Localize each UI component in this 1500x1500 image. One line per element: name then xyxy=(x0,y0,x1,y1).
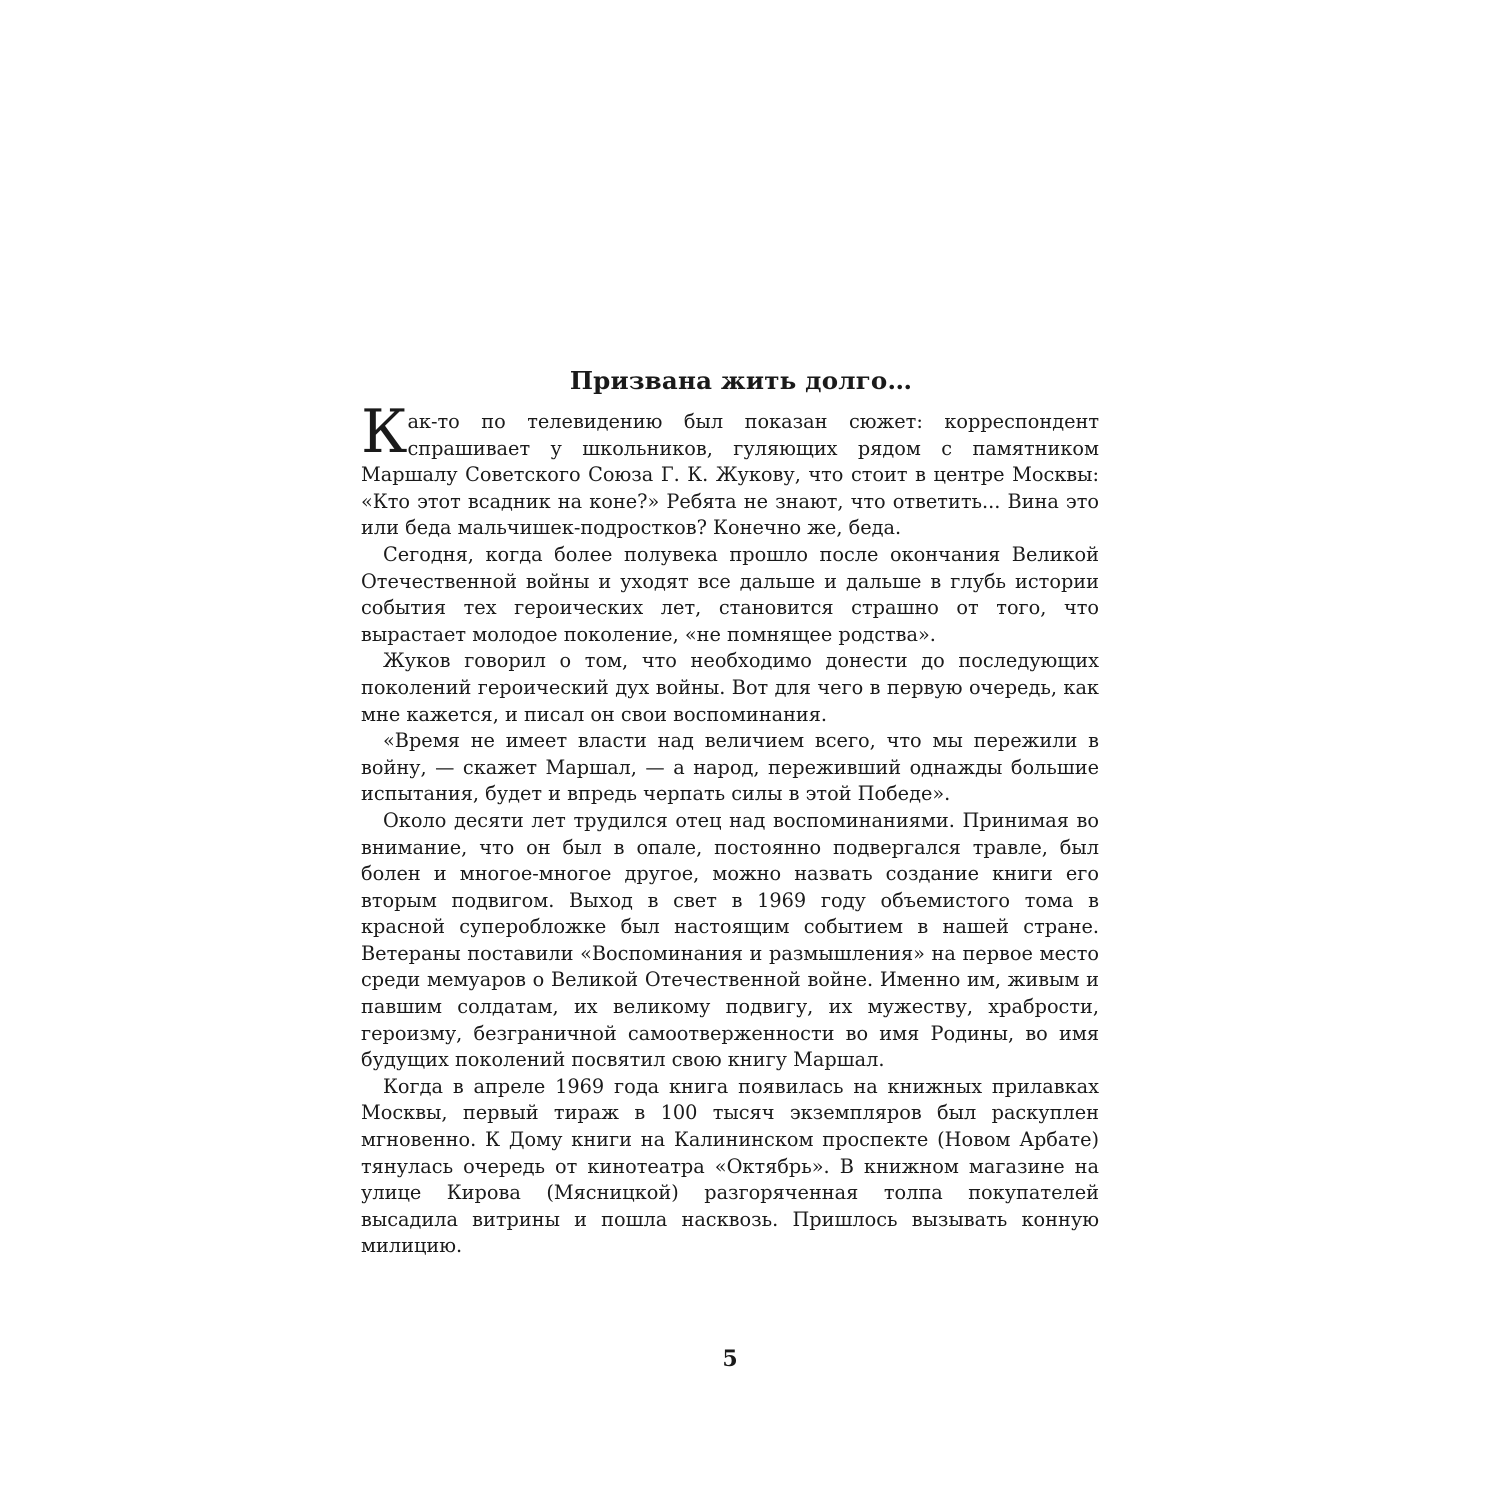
paragraph-6: Когда в апреле 1969 года книга появилась на книжных прилавках Москвы, первый тираж в 100 тысяч экземпляров был раскуплен мгновенно. К Дому книги на Калининском проспекте (Новом Арбате) тянулась очередь от кинотеатра «Октябрь». В книжном магазине на улице Кирова (Мясницкой) разгоряченная толпа покупателей высадила витрины и пошла насквозь. Пришлось вызывать конную милицию. xyxy=(361,1074,1099,1258)
paragraph-1 xyxy=(361,397,1099,542)
paragraph-5: Около десяти лет трудился отец над воспоминаниями. Принимая во внимание, что он был в опале, постоянно подвергался травле, был болен и многое-многое другое, можно назвать создание книги его вторым подвигом. Выход в свет в 1969 году объемистого тома в красной суперобложке был настоящим событием в нашей стране. Ветераны поставили «Воспоминания и размышления» на первое место среди мемуаров о Великой Отечественной войне. Именно им, живым и павшим солдатам, их великому подвигу, их мужеству, храбрости, героизму, безграничной самоотверженности во имя Родины, во имя будущих поколений посвятил свою книгу Маршал. xyxy=(361,808,1099,1072)
paragraph-3: Жуков говорил о том, что необходимо донести до последующих поколений героический дух войны. Вот для чего в первую очередь, как мне кажется, и писал он свои воспоминания. xyxy=(361,649,1099,726)
drop-cap: К xyxy=(361,397,408,467)
paragraph-1-text: ак-то по телевидению был показан сюжет: корреспондент спрашивает у школьников, гуляющих рядом с памятником Маршалу Советского Союза Г. К. Жукову, что стоит в центре Москвы: «Кто этот всадник на коне?» Ребята не знают, что ответить... Вина это или беда мальчишек-подростков? Конечно же, беда. xyxy=(361,410,1099,540)
paragraph-4: «Время не имеет власти над величием всего, что мы пережили в войну, — скажет Маршал, — а народ, переживший однажды большие испытания, будет и впредь черпать силы в этой Победе». xyxy=(361,729,1099,806)
page-number: 5 xyxy=(722,1346,738,1372)
paragraph-2: Сегодня, когда более полувека прошло после окончания Великой Отечественной войны и уходят все дальше и дальше в глубь истории события тех героических лет, становится страшно от того, что вырастает молодое поколение, «не помнящее родства». xyxy=(361,542,1099,646)
body-text xyxy=(361,397,1099,1260)
chapter-title: Призвана жить долго… xyxy=(569,366,913,395)
